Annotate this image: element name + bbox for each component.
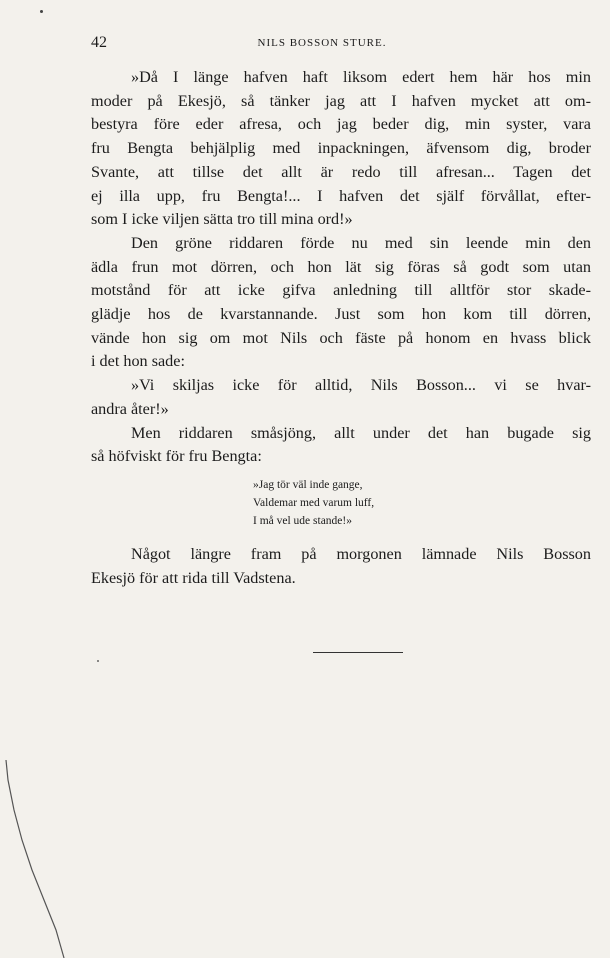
- body-text: [91, 66, 591, 469]
- text-line: ädla frun mot dörren, och hon lät sig föras så godt som utan: [91, 257, 591, 276]
- verse-line: »Jag tör väl inde gange,: [253, 479, 363, 491]
- text-line: så höfviskt för fru Bengta:: [91, 447, 262, 466]
- print-speck: [40, 10, 43, 13]
- text-line: i det hon sade:: [91, 352, 185, 371]
- text-line: motstånd för att icke gifva anledning till alltför stor skade-: [91, 281, 591, 300]
- text-line: fru Bengta behjälplig med inpackningen, äfvensom dig, broder: [91, 139, 591, 158]
- text-line: Svante, att tillse det allt är redo till afresan... Tagen det: [91, 162, 591, 181]
- text-line: Ekesjö för att rida till Vadstena.: [91, 568, 296, 587]
- text-line: ej illa upp, fru Bengta!... I hafven det själf förvållat, efter-: [91, 186, 591, 205]
- margin-crease-mark: [0, 760, 80, 958]
- text-line: andra åter!»: [91, 399, 169, 418]
- text-line: glädje hos de kvarstannande. Just som hon kom till dörren,: [91, 305, 591, 324]
- text-line: Den gröne riddaren förde nu med sin leende min den: [131, 233, 591, 252]
- text-line: moder på Ekesjö, så tänker jag att I hafven mycket att om-: [91, 91, 591, 110]
- text-line: »Då I länge hafven haft liksom edert hem här hos min: [131, 68, 591, 86]
- verse-block: [253, 476, 374, 530]
- text-line: Men riddaren småsjöng, allt under det han bugade sig: [131, 423, 591, 442]
- text-line: Något längre fram på morgonen lämnade Nils Bosson: [131, 545, 591, 563]
- page-number: 42: [91, 34, 107, 51]
- running-title: NILS BOSSON STURE.: [257, 37, 387, 49]
- verse-line: I må vel ude stande!»: [253, 515, 352, 527]
- text-line: vände hon sig om mot Nils och fäste på honom en hvass blick: [91, 328, 591, 347]
- text-line: bestyra före eder afresa, och jag beder dig, min syster, vara: [91, 115, 591, 134]
- print-speck: [97, 660, 99, 662]
- verse-line: Valdemar med varum luff,: [253, 497, 375, 509]
- section-rule: [313, 652, 403, 653]
- closing-paragraph: [91, 543, 591, 590]
- text-line: som I icke viljen sätta tro till mina ord!»: [91, 210, 353, 229]
- text-line: »Vi skiljas icke för alltid, Nils Bosson... vi se hvar-: [131, 376, 591, 395]
